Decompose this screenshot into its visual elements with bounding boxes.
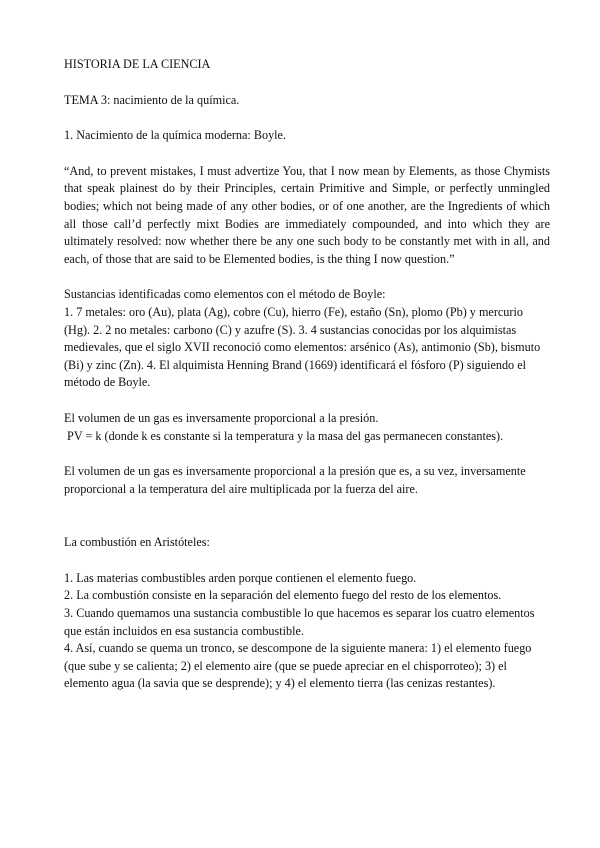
combustion-heading: La combustión en Aristóteles: (64, 535, 210, 550)
boyle-quote: “And, to prevent mistakes, I must advertize You, that I now mean by Elements, as those Chymists that speak plainest do by their Principles, certain Primitive and Simple, or perfectly unmingled bodies; which not being made of any other bodies, or of one another, are the Ingredients of which all those call’d perfectly mixt Bodies are immediately compounded, and into which they are ultimately resolved: now whether there be any one such body to be constantly met with in all, and each, of those that are said to be Elemented bodies, is the thing I now question.” (64, 163, 550, 266)
section-heading: 1. Nacimiento de la química moderna: Boyle. (64, 128, 287, 143)
boyle-law-block (64, 410, 550, 445)
document-title: HISTORIA DE LA CIENCIA (64, 57, 211, 71)
substances-intro: Sustancias identificadas como elementos con el método de Boyle: (64, 287, 386, 302)
boyle-law-line-2: PV = k (donde k es constante si la temperatura y la masa del gas permanecen constantes). (64, 428, 504, 443)
document-subtitle: TEMA 3: nacimiento de la química. (64, 92, 240, 107)
document-page (64, 56, 550, 693)
air-statement: El volumen de un gas es inversamente proporcional a la presión que es, a su vez, inversamente proporcional a la temperatura del aire multiplicada por la fuerza del aire. (64, 464, 526, 496)
list-item: 4. Así, cuando se quema un tronco, se descompone de la siguiente manera: 1) el elemento fuego (que sube y se calienta; 2) el elemento aire (que se puede apreciar en el chisporroteo); 3) el elemento agua (la savia que se desprende); y 4) el elemento tierra (las cenizas restantes). (64, 641, 532, 691)
boyle-law-line-1: El volumen de un gas es inversamente proporcional a la presión. (64, 410, 379, 425)
list-item: 3. Cuando quemamos una sustancia combustible lo que hacemos es separar los cuatro elementos que están incluidos en esa sustancia combustible. (64, 606, 535, 638)
substances-block (64, 286, 550, 392)
list-item: 2. La combustión consiste en la separación del elemento fuego del resto de los elementos. (64, 588, 502, 603)
list-item: 1. Las materias combustibles arden porque contienen el elemento fuego. (64, 570, 417, 585)
combustion-list (64, 570, 550, 693)
substances-text: 1. 7 metales: oro (Au), plata (Ag), cobre (Cu), hierro (Fe), estaño (Sn), plomo (Pb) y mercurio (Hg). 2. 2 no metales: carbono (C) y azufre (S). 3. 4 sustancias conocidas por los alquimistas medievales, que el siglo XVII reconoció como elementos: arsénico (As), antimonio (Sb), bismuto (Bi) y zinc (Zn). 4. El alquimista Henning Brand (1669) identificará el fósforo (P) siguiendo el método de Boyle. (64, 304, 541, 390)
